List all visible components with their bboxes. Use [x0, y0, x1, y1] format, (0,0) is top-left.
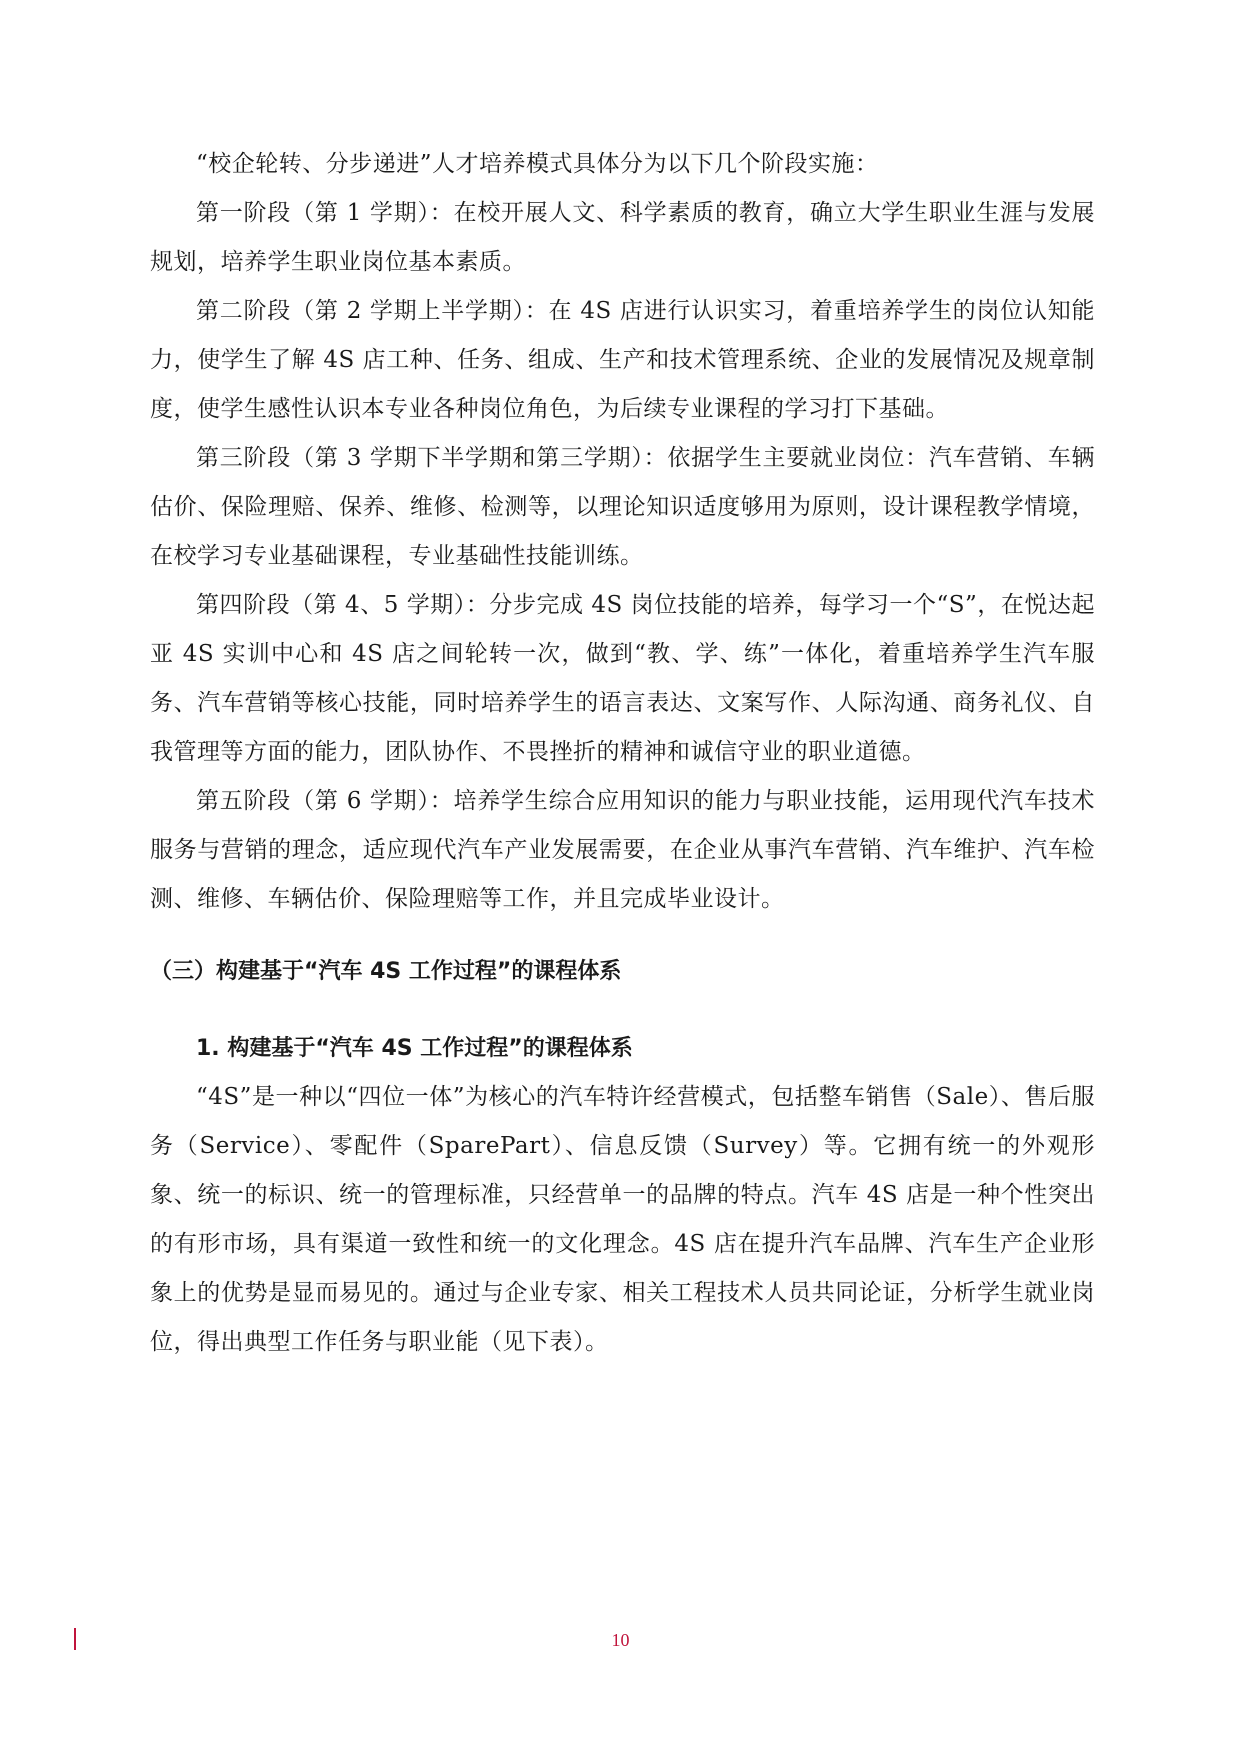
- stage-2-paragraph: 第二阶段（第 2 学期上半学期）：在 4S 店进行认识实习，着重培养学生的岗位认知能力，使学生了解 4S 店工种、任务、组成、生产和技术管理系统、企业的发展情况及规章制度，使学生感性认识本专业各种岗位角色，为后续专业课程的学习打下基础。: [150, 298, 1095, 422]
- section-heading: （三）构建基于“汽车 4S 工作过程”的课程体系: [150, 959, 622, 984]
- intro-paragraph: “校企轮转、分步递进”人才培养模式具体分为以下几个阶段实施：: [196, 151, 879, 177]
- stage-1-paragraph: 第一阶段（第 1 学期）：在校开展人文、科学素质的教育，确立大学生职业生涯与发展规划，培养学生职业岗位基本素质。: [150, 200, 1095, 275]
- stage-3-paragraph: 第三阶段（第 3 学期下半学期和第三学期）：依据学生主要就业岗位：汽车营销、车辆估价、保险理赔、保养、维修、检测等，以理论知识适度够用为原则，设计课程教学情境，在校学习专业基础课程，专业基础性技能训练。: [150, 445, 1095, 569]
- subsection-heading: 1. 构建基于“汽车 4S 工作过程”的课程体系: [196, 1036, 633, 1061]
- page-number: 10: [611, 1630, 630, 1650]
- stage-4-paragraph: 第四阶段（第 4、5 学期）：分步完成 4S 岗位技能的培养，每学习一个“S”，在悦达起亚 4S 实训中心和 4S 店之间轮转一次，做到“教、学、练”一体化，着重培养学生汽车服务、汽车营销等核心技能，同时培养学生的语言表达、文案写作、人际沟通、商务礼仪、自我管理等方面的能力，团队协作、不畏挫折的精神和诚信守业的职业道德。: [150, 592, 1095, 765]
- page-content: [150, 140, 1095, 1367]
- stage-5-paragraph: 第五阶段（第 6 学期）：培养学生综合应用知识的能力与职业技能，运用现代汽车技术服务与营销的理念，适应现代汽车产业发展需要，在企业从事汽车营销、汽车维护、汽车检测、维修、车辆估价、保险理赔等工作，并且完成毕业设计。: [150, 788, 1095, 912]
- subsection-paragraph: “4S”是一种以“四位一体”为核心的汽车特许经营模式，包括整车销售（Sale）、售后服务（Service）、零配件（SparePart）、信息反馈（Survey）等。它拥有统一的外观形象、统一的标识、统一的管理标准，只经营单一的品牌的特点。汽车 4S 店是一种个性突出的有形市场，具有渠道一致性和统一的文化理念。4S 店在提升汽车品牌、汽车生产企业形象上的优势是显而易见的。通过与企业专家、相关工程技术人员共同论证，分析学生就业岗位，得出典型工作任务与职业能（见下表）。: [150, 1084, 1095, 1355]
